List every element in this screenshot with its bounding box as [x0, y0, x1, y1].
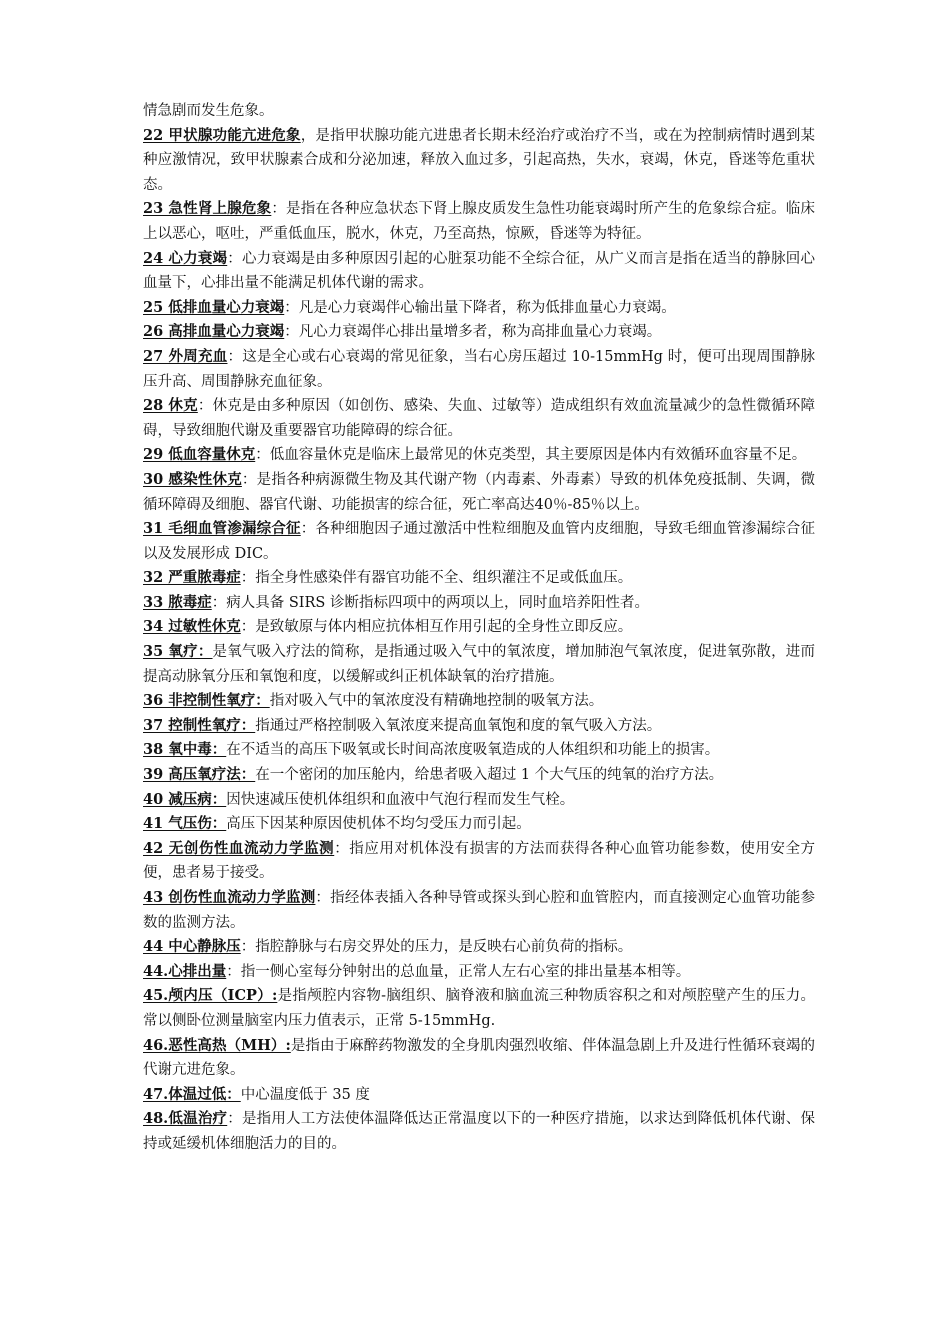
definition-entry — [143, 935, 815, 960]
term-definition: 指应用对机体没有损害的方法而获得各种心血管功能参数，使用安全方便，患者易于接受。 — [143, 840, 815, 882]
term-definition: 病人具备 SIRS 诊断指标四项中的两项以上，同时血培养阳性者。 — [226, 594, 649, 611]
definition-entry — [143, 247, 815, 296]
term-heading: 33 脓毒症 — [143, 593, 212, 611]
term-heading: 24 心力衰竭 — [143, 249, 228, 267]
term-definition: 各种细胞因子通过激活中性粒细胞及血管内皮细胞，导致毛细血管渗漏综合征以及发展形成 DIC。 — [143, 521, 815, 562]
term-separator: ： — [240, 570, 256, 587]
definition-entry — [143, 763, 815, 788]
term-heading: 36 非控制性氧疗： — [143, 692, 270, 710]
term-separator: ： — [300, 521, 316, 538]
term-definition: 指对吸入气中的氧浓度没有精确地控制的吸氧方法。 — [269, 693, 604, 710]
term-definition: 凡心力衰竭伴心排出量增多者，称为高排血量心力衰竭。 — [298, 324, 662, 341]
term-heading: 31 毛细血管渗漏综合征 — [143, 520, 301, 538]
definition-entry — [143, 615, 815, 640]
lead-text: 情急剧而发生危象。 — [143, 103, 274, 119]
term-separator: ： — [226, 963, 241, 980]
term-separator: ： — [271, 201, 287, 218]
term-heading: 42 无创伤性血流动力学监测 — [143, 839, 335, 857]
term-definition: 这是全心或右心衰竭的常见征象，当右心房压超过 10-15mmHg 时，便可出现周围静脉压升高、周围静脉充血征象。 — [143, 348, 815, 390]
term-definition: 凡是心力衰竭伴心输出量下降者，称为低排血量心力衰竭。 — [298, 299, 676, 316]
term-separator: ： — [240, 939, 256, 956]
definition-entry — [143, 788, 815, 813]
term-definition: 是致敏原与体内相应抗体相互作用引起的全身性立即反应。 — [255, 619, 633, 636]
term-heading: 27 外周充血 — [143, 347, 228, 365]
term-heading: 47.体温过低： — [143, 1085, 241, 1103]
term-heading: 44.心排出量 — [143, 962, 227, 980]
definition-entry — [143, 714, 815, 739]
definition-entry — [143, 1034, 815, 1083]
term-separator: ， — [300, 127, 316, 144]
term-definition: 指通过严格控制吸入氧浓度来提高血氧饱和度的氧气吸入方法。 — [255, 717, 662, 734]
term-definition: 中心温度低于 35 度 — [240, 1086, 370, 1103]
definition-entry — [143, 197, 815, 246]
term-heading: 34 过敏性休克 — [143, 618, 241, 636]
definition-entry — [143, 443, 815, 468]
term-definition: 是指各种病源微生物及其代谢产物（内毒素、外毒素）导致的机体免疫抵制、失调，微循环障碍及细胞、器官代谢、功能损害的综合征，死亡率高达40％-85％以上。 — [143, 471, 815, 513]
term-definition: 是指颅腔内容物-脑组织、脑脊液和脑血流三种物质容积之和对颅腔壁产生的压力。常以侧卧位测量脑室内压力值表示，正常 5-15mmHg. — [143, 988, 815, 1029]
term-heading: 22 甲状腺功能亢进危象 — [143, 126, 301, 144]
term-heading: 43 创伤性血流动力学监测 — [143, 889, 316, 906]
definition-entry — [143, 320, 815, 345]
term-heading: 40 减压病： — [143, 790, 227, 808]
term-definition: 心力衰竭是由多种原因引起的心脏泵功能不全综合征，从广义而言是指在适当的静脉回心血量下，心排出量不能满足机体代谢的需求。 — [143, 250, 816, 292]
term-separator: ： — [240, 619, 256, 636]
term-heading: 23 急性肾上腺危象 — [143, 200, 272, 218]
term-heading: 29 低血容量休克 — [143, 446, 256, 464]
definition-entry — [143, 960, 815, 985]
term-heading: 44 中心静脉压 — [143, 938, 241, 956]
definition-entry — [143, 591, 815, 616]
term-definition: 因快速减压使机体组织和血液中气泡行程而发生气栓。 — [226, 791, 575, 808]
term-heading: 35 氧疗： — [143, 643, 213, 661]
term-separator: ： — [211, 594, 227, 611]
term-heading: 32 严重脓毒症 — [143, 569, 241, 587]
term-heading: 41 气压伤： — [143, 815, 227, 833]
term-definition: 在不适当的高压下吸氧或长时间高浓度吸氧造成的人体组织和功能上的损害。 — [226, 742, 720, 759]
definition-entry — [143, 886, 815, 935]
term-heading: 38 氧中毒： — [143, 741, 227, 759]
term-separator: ： — [227, 1111, 242, 1128]
definition-entry — [143, 984, 815, 1033]
definition-entry — [143, 812, 815, 837]
term-definition: 是指用人工方法使体温降低达正常温度以下的一种医疗措施，以求达到降低机体代谢、保持或延缓机体细胞活力的目的。 — [143, 1111, 816, 1152]
term-separator: ： — [334, 840, 350, 857]
term-heading: 25 低排血量心力衰竭 — [143, 298, 285, 316]
term-definition: 休克是由多种原因（如创伤、感染、失血、过敏等）造成组织有效血流量减少的急性微循环障碍，导致细胞代谢及重要器官功能障碍的综合征。 — [143, 398, 815, 439]
definition-entry — [143, 468, 815, 517]
definition-entry — [143, 1083, 815, 1108]
definition-entry — [143, 566, 815, 591]
entry-list — [143, 124, 815, 1157]
term-definition: 是指甲状腺功能亢进患者长期未经治疗或治疗不当，或在为控制病情时遇到某种应激情况，致甲状腺素合成和分泌加速，释放入血过多，引起高热，失水，衰竭，休克，昏迷等危重状态。 — [143, 127, 815, 193]
term-heading: 48.低温治疗 — [143, 1110, 228, 1128]
term-separator: ： — [227, 250, 242, 267]
term-heading: 26 高排血量心力衰竭 — [143, 323, 285, 341]
definition-entry — [143, 124, 815, 198]
definition-entry — [143, 640, 815, 689]
term-separator: ： — [255, 447, 270, 464]
definition-entry — [143, 296, 815, 321]
term-heading: 39 高压氧疗法： — [143, 766, 256, 784]
definition-entry — [143, 394, 815, 443]
term-definition: 是指在各种应急状态下肾上腺皮质发生急性功能衰竭时所产生的危象综合症。临床上以恶心，呕吐，严重低血压，脱水，休克，乃至高热，惊厥，昏迷等为特征。 — [143, 201, 816, 242]
term-definition: 高压下因某种原因使机体不均匀受压力而引起。 — [226, 816, 531, 833]
term-heading: 28 休克 — [143, 397, 198, 415]
term-separator: ： — [284, 299, 299, 316]
definition-entry — [143, 345, 815, 394]
term-heading: 37 控制性氧疗： — [143, 716, 256, 734]
term-separator: ： — [284, 324, 299, 341]
definition-entry — [143, 689, 815, 714]
term-heading: 30 感染性休克 — [143, 470, 242, 488]
definition-entry — [143, 517, 815, 566]
term-definition: 低血容量休克是临床上最常见的休克类型，其主要原因是体内有效循环血容量不足。 — [269, 447, 807, 464]
document-page — [143, 99, 815, 1157]
term-definition: 在一个密闭的加压舱内，给患者吸入超过 1 个大气压的纯氧的治疗方法。 — [255, 767, 724, 784]
term-definition: 指腔静脉与右房交界处的压力，是反映右心前负荷的指标。 — [255, 939, 633, 956]
definition-entry — [143, 1107, 815, 1156]
term-heading: 46.恶性高热（MH）: — [143, 1036, 291, 1054]
term-definition: 指经体表插入各种导管或探头到心腔和血管腔内，而直接测定心血管功能参数的监测方法。 — [143, 890, 815, 931]
term-definition: 指一侧心室每分钟射出的总血量，正常人左右心室的排出量基本相等。 — [240, 963, 691, 980]
term-heading: 45.颅内压（ICP）: — [143, 987, 278, 1005]
term-separator: ： — [197, 398, 213, 415]
term-definition: 是氧气吸入疗法的简称，是指通过吸入气中的氧浓度，增加肺泡气氧浓度，促进氧弥散，进而提高动脉氧分压和氧饱和度，以缓解或纠正机体缺氧的治疗措施。 — [143, 644, 815, 685]
term-separator: ： — [227, 348, 243, 365]
term-definition: 是指由于麻醉药物激发的全身肌肉强烈收缩、伴体温急剧上升及进行性循环衰竭的代谢亢进危象。 — [143, 1037, 815, 1079]
term-separator: ： — [315, 890, 331, 906]
term-definition: 指全身性感染伴有器官功能不全、组织灌注不足或低血压。 — [255, 570, 633, 587]
term-separator: ： — [241, 471, 257, 488]
definition-entry — [143, 738, 815, 763]
definition-entry — [143, 837, 815, 886]
